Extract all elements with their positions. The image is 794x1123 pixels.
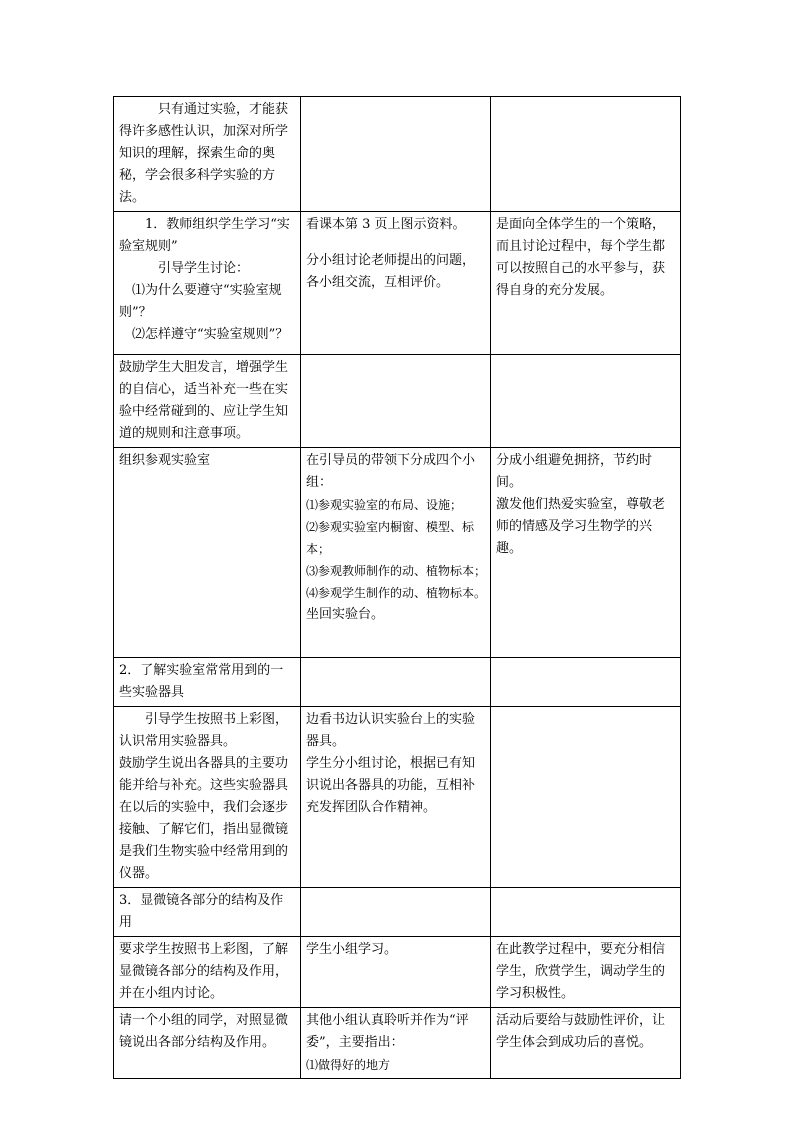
table-cell-teacher — [114, 97, 301, 212]
table-row — [114, 658, 681, 707]
cell-text: 其他小组认真聆听并作为“评委”，主要指出： — [306, 1013, 469, 1050]
table-row — [114, 1008, 681, 1079]
cell-text: 在此教学过程中，要充分相信学生，欣赏学生，调动学生的学习积极性。 — [496, 942, 666, 1001]
cell-text: 1．教师组织学生学习“实验室规则” — [119, 217, 290, 254]
table-cell-intent — [491, 1008, 681, 1079]
table-cell-teacher — [114, 888, 301, 937]
table-cell-intent — [491, 658, 681, 707]
table-cell-teacher — [114, 707, 301, 888]
cell-text: 看课本第 3 页上图示资料。 — [306, 217, 466, 232]
table-row — [114, 448, 681, 658]
table-row — [114, 355, 681, 448]
table-cell-teacher — [114, 212, 301, 355]
table-row — [114, 97, 681, 212]
cell-text: ⑴做得好的地方 — [306, 1058, 391, 1072]
table-cell-student — [301, 707, 491, 888]
table-cell-student — [301, 937, 491, 1008]
cell-text: 是面向全体学生的一个策略，而且讨论过程中，每个学生都可以按照自己的水平参与，获得自身的充分发展。 — [496, 217, 666, 298]
table-cell-teacher — [114, 1008, 301, 1079]
table-row — [114, 888, 681, 937]
table-cell-student — [301, 212, 491, 355]
cell-text: 边看书边认识实验台上的实验器具。 — [306, 712, 476, 749]
table-cell-intent — [491, 448, 681, 658]
table-cell-teacher — [114, 355, 301, 448]
cell-text: 2．了解实验室常常用到的一些实验器具 — [119, 663, 284, 700]
table-cell-intent — [491, 355, 681, 448]
cell-text: 鼓励学生大胆发言，增强学生的自信心，适当补充一些在实验中经常碰到的、应让学生知道的规则和注意事项。 — [119, 360, 289, 441]
table-cell-student — [301, 888, 491, 937]
table-cell-student — [301, 355, 491, 448]
cell-text: 坐回实验台。 — [306, 607, 385, 622]
cell-text: 分小组讨论老师提出的问题，各小组交流，互相评价。 — [306, 253, 476, 290]
cell-text: 激发他们热爱实验室，尊敬老师的情感及学习生物学的兴趣。 — [496, 497, 666, 556]
cell-text: 组织参观实验室 — [119, 453, 211, 468]
cell-text: ⑶参观教师制作的动、植物标本； — [306, 564, 487, 578]
cell-text: 只有通过实验，才能获得许多感性认识，加深对所学知识的理解，探索生命的奥秘，学会很多科学实验的方法。 — [119, 102, 289, 205]
cell-text: 引导学生讨论： — [158, 261, 250, 276]
cell-text: 在引导员的带领下分成四个小组： — [306, 453, 476, 490]
cell-text: 请一个小组的同学，对照显微镜说出各部分结构及作用。 — [119, 1013, 289, 1050]
table-cell-intent — [491, 212, 681, 355]
table-cell-student — [301, 658, 491, 707]
cell-text: 引导学生按照书上彩图，认识常用实验器具。 — [119, 712, 289, 749]
cell-text: 活动后要给与鼓励性评价，让学生体会到成功后的喜悦。 — [496, 1013, 666, 1050]
cell-text: ⑷参观学生制作的动、植物标本。 — [306, 586, 487, 600]
table-row — [114, 937, 681, 1008]
cell-text: 3．显微镜各部分的结构及作用 — [119, 893, 284, 930]
table-cell-student — [301, 1008, 491, 1079]
table-cell-student — [301, 97, 491, 212]
table-cell-teacher — [114, 658, 301, 707]
lesson-plan-table — [113, 96, 681, 1079]
table-row — [114, 707, 681, 888]
table-cell-intent — [491, 888, 681, 937]
cell-text: 学生分小组讨论，根据已有知识说出各器具的功能，互相补充发挥团队合作精神。 — [306, 756, 476, 815]
cell-text: 分成小组避免拥挤，节约时间。 — [496, 453, 653, 490]
table-cell-intent — [491, 707, 681, 888]
cell-text: ⑵参观实验室内橱窗、模型、标本； — [306, 520, 475, 556]
table-cell-intent — [491, 937, 681, 1008]
cell-text: ⑵怎样遵守“实验室规则”？ — [132, 327, 289, 342]
cell-text: 学生小组学习。 — [306, 942, 398, 957]
cell-text: 鼓励学生说出各器具的主要功能并给与补充。这些实验器具在以后的实验中，我们会逐步接触、了解它们，指出显微镜是我们生物实验中经常用到的仪器。 — [119, 756, 289, 881]
cell-text: ⑴参观实验室的布局、设施； — [306, 498, 463, 512]
cell-text: 要求学生按照书上彩图，了解显微镜各部分的结构及作用，并在小组内讨论。 — [119, 942, 289, 1001]
table-cell-intent — [491, 97, 681, 212]
table-row — [114, 212, 681, 355]
table-cell-teacher — [114, 937, 301, 1008]
cell-text: ⑴为什么要遵守“实验室规则”？ — [119, 283, 282, 320]
table-cell-student — [301, 448, 491, 658]
table-cell-teacher — [114, 448, 301, 658]
